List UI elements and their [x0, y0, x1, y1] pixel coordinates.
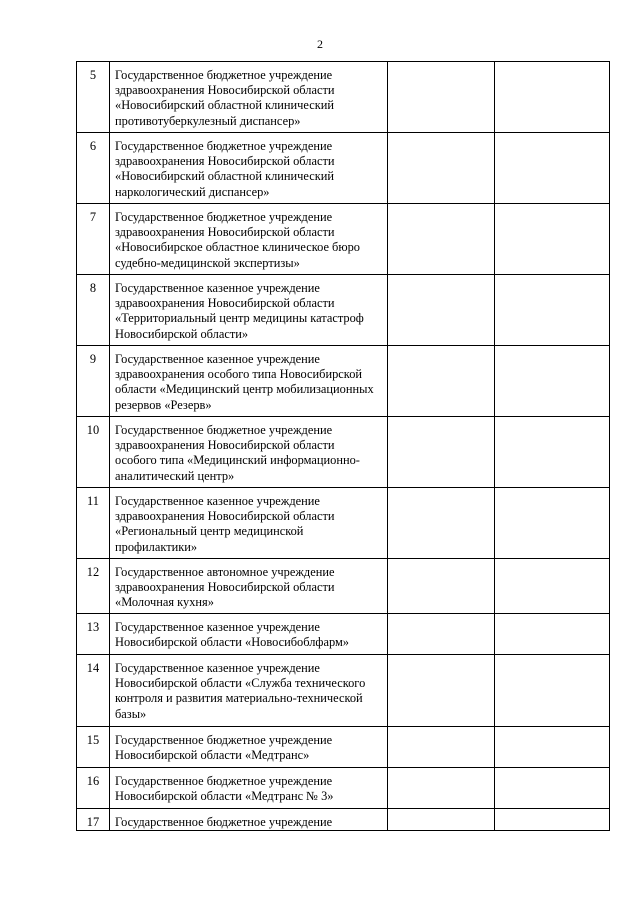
- empty-cell: [495, 417, 610, 488]
- institution-name-line: противотуберкулезный диспансер»: [115, 113, 301, 128]
- row-number-cell: 15: [77, 727, 110, 768]
- row-number-cell: 17: [77, 809, 110, 831]
- empty-cell: [495, 559, 610, 614]
- row-number-cell: 14: [77, 655, 110, 727]
- institution-name-line: «Новосибирское областное клиническое бюро: [115, 240, 360, 255]
- institution-name-line: здравоохранения Новосибирской области: [115, 580, 335, 595]
- empty-cell: [388, 614, 495, 655]
- empty-cell: [495, 62, 610, 133]
- row-number-cell: 11: [77, 488, 110, 559]
- institution-name-line: аналитический центр»: [115, 468, 235, 483]
- institution-name-cell: [110, 559, 388, 614]
- institution-name-line: профилактики»: [115, 539, 198, 554]
- row-number-cell: 16: [77, 768, 110, 809]
- institution-name-cell: [110, 275, 388, 346]
- table-row: [77, 559, 610, 614]
- row-number-cell: 10: [77, 417, 110, 488]
- empty-cell: [495, 275, 610, 346]
- institution-name-line: судебно-медицинской экспертизы»: [115, 255, 300, 270]
- empty-cell: [495, 809, 610, 831]
- table-row: [77, 809, 610, 831]
- institution-name-line: контроля и развития материально-технической: [115, 691, 363, 706]
- empty-cell: [388, 727, 495, 768]
- table-row: [77, 614, 610, 655]
- empty-cell: [495, 655, 610, 727]
- row-number-cell: 8: [77, 275, 110, 346]
- institution-name-line: Новосибирской области»: [115, 326, 249, 341]
- institution-name-line: здравоохранения Новосибирской области: [115, 509, 335, 524]
- institution-name-line: здравоохранения Новосибирской области: [115, 438, 335, 453]
- institution-name-line: Государственное бюджетное учреждение: [115, 774, 333, 788]
- row-number-cell: 5: [77, 62, 110, 133]
- table-row: [77, 62, 610, 133]
- table-row: [77, 417, 610, 488]
- empty-cell: [388, 204, 495, 275]
- empty-cell: [495, 133, 610, 204]
- row-number-cell: 12: [77, 559, 110, 614]
- institution-name-line: Государственное казенное учреждение: [115, 661, 320, 675]
- institution-name-cell: [110, 727, 388, 768]
- table-row: [77, 768, 610, 809]
- empty-cell: [388, 488, 495, 559]
- institution-name-line: Государственное бюджетное учреждение: [115, 423, 333, 437]
- empty-cell: [495, 204, 610, 275]
- institution-name-cell: [110, 346, 388, 417]
- institution-name-cell: [110, 417, 388, 488]
- institution-name-line: здравоохранения особого типа Новосибирской: [115, 367, 363, 382]
- institution-name-line: наркологический диспансер»: [115, 184, 270, 199]
- empty-cell: [388, 62, 495, 133]
- empty-cell: [388, 768, 495, 809]
- institution-name-line: Государственное бюджетное учреждение: [115, 815, 333, 829]
- institution-name-line: Новосибирской области «Новосибоблфарм»: [115, 635, 349, 650]
- institution-name-cell: [110, 809, 388, 831]
- institution-name-line: базы»: [115, 706, 147, 721]
- empty-cell: [388, 559, 495, 614]
- institution-name-line: «Молочная кухня»: [115, 595, 214, 610]
- empty-cell: [388, 655, 495, 727]
- institution-name-line: Государственное бюджетное учреждение: [115, 139, 333, 153]
- institution-name-cell: [110, 488, 388, 559]
- institutions-table-body: [77, 62, 610, 831]
- institution-name-line: особого типа «Медицинский информационно-: [115, 453, 360, 468]
- empty-cell: [388, 417, 495, 488]
- empty-cell: [388, 133, 495, 204]
- row-number-cell: 9: [77, 346, 110, 417]
- empty-cell: [388, 346, 495, 417]
- empty-cell: [388, 809, 495, 831]
- empty-cell: [495, 488, 610, 559]
- institution-name-line: Государственное бюджетное учреждение: [115, 733, 333, 747]
- institution-name-cell: [110, 133, 388, 204]
- institutions-table: [76, 61, 610, 831]
- institution-name-cell: [110, 768, 388, 809]
- institution-name-cell: [110, 62, 388, 133]
- row-number-cell: 6: [77, 133, 110, 204]
- institution-name-line: Новосибирской области «Служба технического: [115, 676, 366, 691]
- institution-name-line: Государственное казенное учреждение: [115, 281, 320, 295]
- empty-cell: [495, 727, 610, 768]
- institution-name-line: «Новосибирский областной клинический: [115, 98, 335, 113]
- institution-name-line: здравоохранения Новосибирской области: [115, 296, 335, 311]
- institution-name-cell: [110, 204, 388, 275]
- empty-cell: [388, 275, 495, 346]
- institution-name-line: Государственное казенное учреждение: [115, 352, 320, 366]
- institution-name-line: Государственное автономное учреждение: [115, 565, 335, 579]
- institution-name-line: здравоохранения Новосибирской области: [115, 154, 335, 169]
- institution-name-cell: [110, 655, 388, 727]
- institution-name-line: Государственное бюджетное учреждение: [115, 68, 333, 82]
- institution-name-line: «Территориальный центр медицины катастроф: [115, 311, 364, 326]
- table-row: [77, 346, 610, 417]
- institution-name-line: Государственное бюджетное учреждение: [115, 210, 333, 224]
- institution-name-line: Новосибирской области «Медтранс»: [115, 748, 310, 763]
- institution-name-line: здравоохранения Новосибирской области: [115, 225, 335, 240]
- table-row: [77, 133, 610, 204]
- empty-cell: [495, 768, 610, 809]
- institution-name-line: Государственное казенное учреждение: [115, 494, 320, 508]
- table-row: [77, 488, 610, 559]
- page-number: 2: [317, 37, 323, 51]
- row-number-cell: 7: [77, 204, 110, 275]
- empty-cell: [495, 614, 610, 655]
- institution-name-line: «Новосибирский областной клинический: [115, 169, 335, 184]
- row-number-cell: 13: [77, 614, 110, 655]
- institution-name-line: здравоохранения Новосибирской области: [115, 83, 335, 98]
- institution-name-line: Государственное казенное учреждение: [115, 620, 320, 634]
- institution-name-line: «Региональный центр медицинской: [115, 524, 304, 539]
- institution-name-line: области «Медицинский центр мобилизационных: [115, 382, 374, 397]
- table-row: [77, 655, 610, 727]
- empty-cell: [495, 346, 610, 417]
- institution-name-line: Новосибирской области «Медтранс № 3»: [115, 789, 334, 804]
- institution-name-line: резервов «Резерв»: [115, 397, 212, 412]
- table-row: [77, 727, 610, 768]
- table-row: [77, 275, 610, 346]
- table-row: [77, 204, 610, 275]
- institution-name-cell: [110, 614, 388, 655]
